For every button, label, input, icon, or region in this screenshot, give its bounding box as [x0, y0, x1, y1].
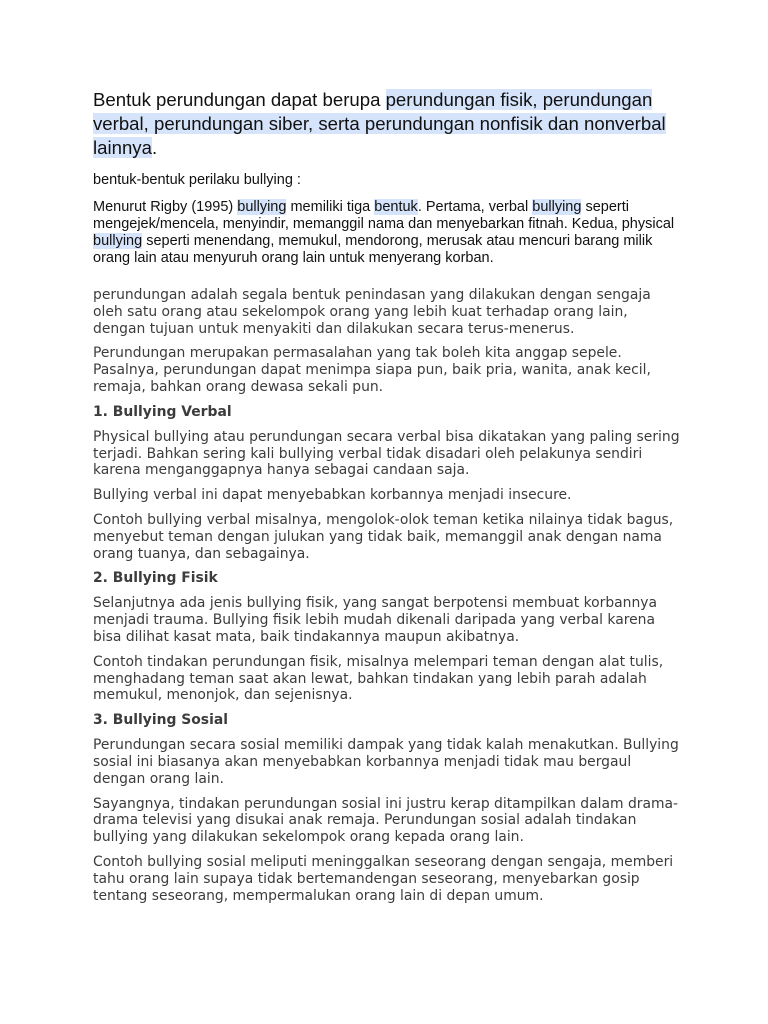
document-title: [93, 88, 683, 160]
section-paragraph: Physical bullying atau perundungan secara verbal bisa dikatakan yang paling sering terjadi. Bahkan sering kali bullying verbal tidak disadari oleh pelakunya sendiri karena menganggapnya hanya sebagai candaan saja.: [93, 428, 680, 479]
rigby-highlight-3: bullying: [532, 199, 582, 215]
section-heading-fisik: 2. Bullying Fisik: [93, 570, 218, 587]
title-text: Bentuk perundungan dapat berupa: [93, 89, 386, 110]
section-heading-verbal: 1. Bullying Verbal: [93, 403, 232, 420]
section-heading-sosial: 3. Bullying Sosial: [93, 712, 228, 729]
rigby-highlight-2: bentuk: [374, 199, 418, 215]
rigby-text-5: seperti menendang, memukul, mendorong, merusak atau mencuri barang milik orang lain atau menyuruh orang lain untuk menyerang korban.: [93, 233, 653, 266]
rigby-paragraph: [93, 199, 683, 267]
section-paragraph: Perundungan secara sosial memiliki dampak yang tidak kalah menakutkan. Bullying sosial ini biasanya akan menyebabkan korbannya menjadi tidak mau bergaul dengan orang lain.: [93, 737, 679, 787]
intro-paragraph: perundungan adalah segala bentuk penindasan yang dilakukan dengan sengaja oleh satu orang atau sekelompok orang yang lebih kuat terhadap orang lain, dengan tujuan untuk menyakiti dan dilakukan secara terus-menerus.: [93, 287, 651, 337]
document-page: [93, 88, 683, 912]
intro-paragraph: Perundungan merupakan permasalahan yang tak boleh kita anggap sepele. Pasalnya, perundungan dapat menimpa siapa pun, baik pria, wanita, anak kecil, remaja, bahkan orang dewasa sekali pun.: [93, 345, 651, 395]
title-highlight: perundungan fisik, perundungan verbal, perundungan siber, serta perundungan nonfisik dan nonverbal lainnya: [93, 89, 666, 158]
section-paragraph: Contoh bullying verbal misalnya, mengolok-olok teman ketika nilainya tidak bagus, menyebut teman dengan julukan yang tidak baik, memanggil anak dengan nama orang tuanya, dan sebagainya.: [93, 511, 674, 562]
rigby-text-2: memiliki tiga: [286, 199, 375, 215]
section-paragraph: Selanjutnya ada jenis bullying fisik, yang sangat berpotensi membuat korbannya menjadi trauma. Bullying fisik lebih mudah dikenali daripada yang verbal karena bisa dilihat kasat mata, baik tindakannya maupun akibatnya.: [93, 595, 657, 645]
rigby-text-3: . Pertama, verbal: [417, 199, 533, 215]
subheading: bentuk-bentuk perilaku bullying :: [93, 172, 301, 188]
section-paragraph: Contoh tindakan perundungan fisik, misalnya melempari teman dengan alat tulis, menghadang teman saat akan lewat, bahkan tindakan yang lebih parah adalah memukul, menonjok, dan sejenisnya.: [93, 653, 664, 704]
rigby-text-4: seperti mengejek/mencela, menyindir, memanggil nama dan menyebarkan fitnah. Kedua, physical: [93, 199, 675, 232]
title-period: .: [151, 137, 158, 158]
rigby-text-1: Menurut Rigby (1995): [93, 199, 238, 215]
rigby-highlight-4: bullying: [93, 233, 143, 249]
section-paragraph: Sayangnya, tindakan perundungan sosial ini justru kerap ditampilkan dalam drama-drama televisi yang disukai anak remaja. Perundungan sosial adalah tindakan bullying yang dilakukan sekelompok orang kepada orang lain.: [93, 795, 679, 846]
section-paragraph: Contoh bullying sosial meliputi meninggalkan seseorang dengan sengaja, memberi tahu orang lain supaya tidak bertemandengan seseorang, menyebarkan gosip tentang seseorang, mempermalukan orang lain di depan umum.: [93, 853, 674, 904]
rigby-highlight-1: bullying: [237, 199, 287, 215]
section-paragraph: Bullying verbal ini dapat menyebabkan korbannya menjadi insecure.: [93, 487, 572, 504]
